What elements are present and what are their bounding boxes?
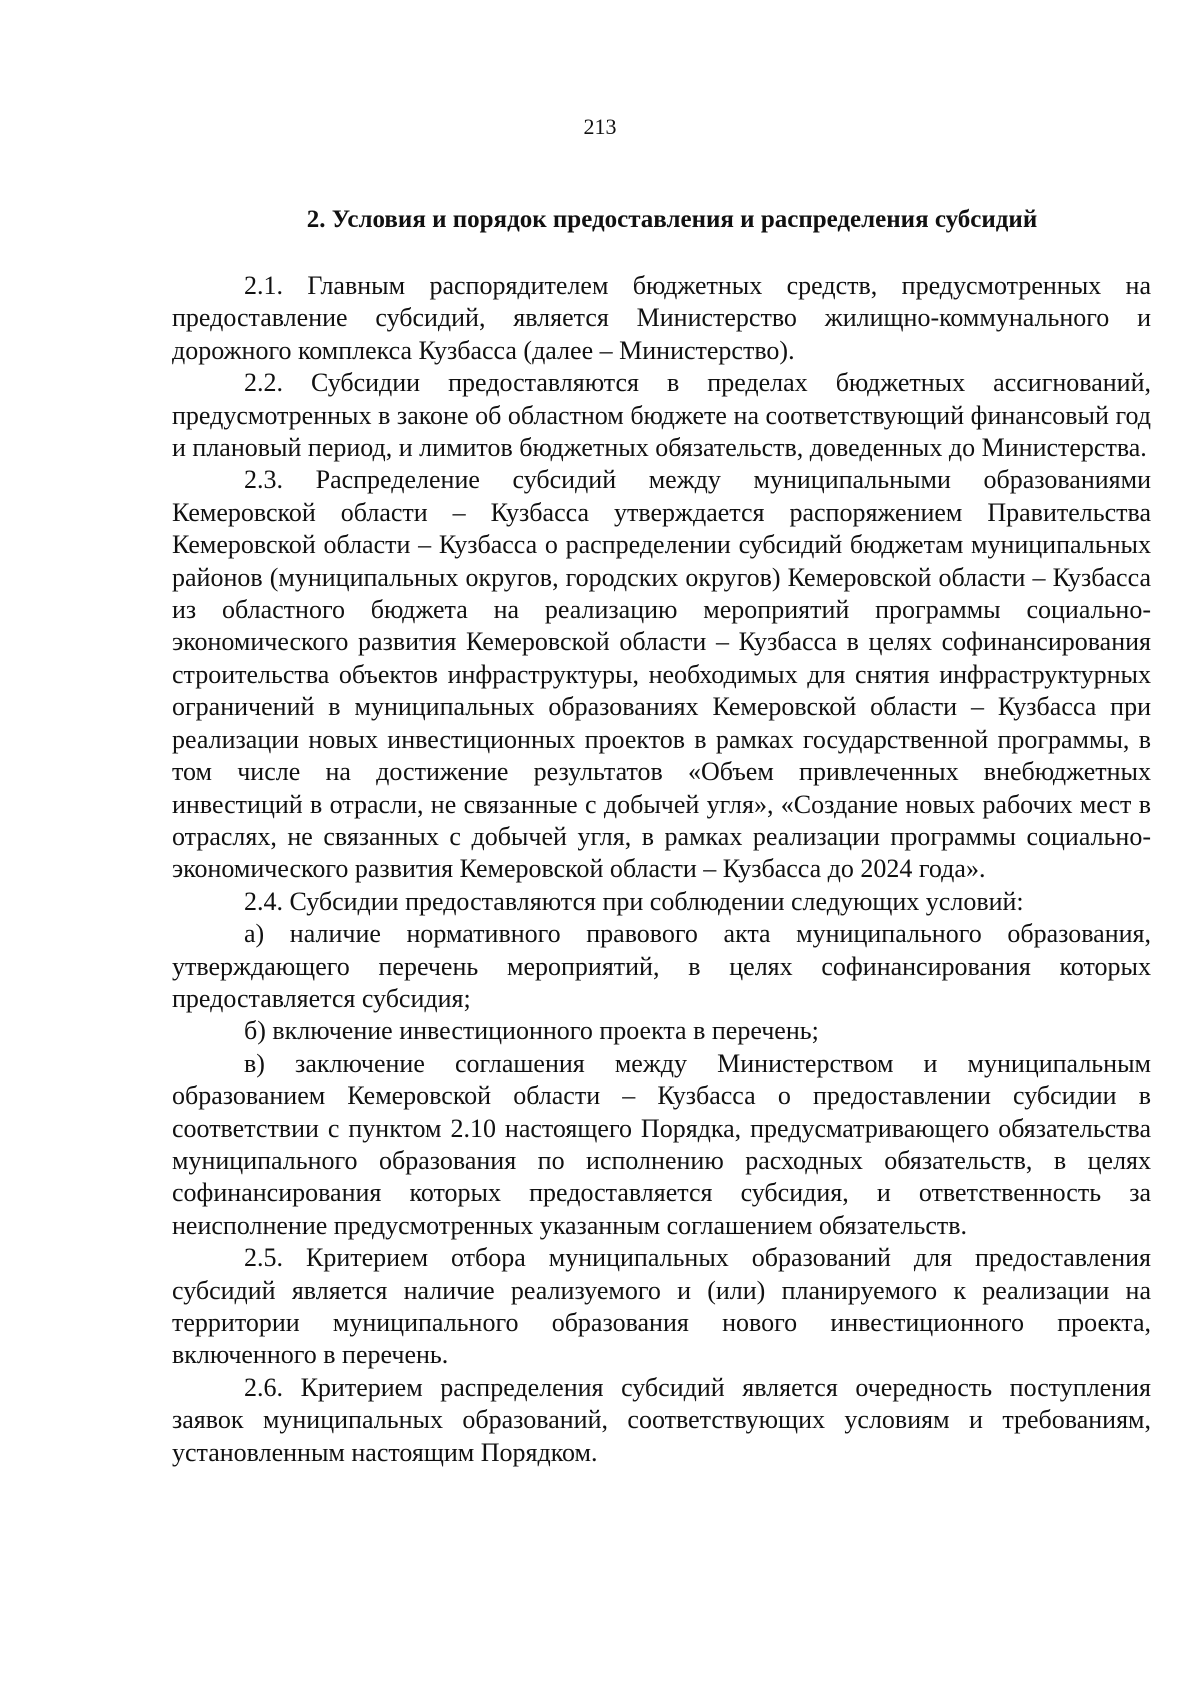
paragraph-2-4-v: в) заключение соглашения между Министерством и муниципальным образованием Кемеровской области – Кузбасса о предоставлении субсидии в соответствии с пунктом 2.10 настоящего Порядка, предусматривающего обязательства муниципального образования по исполнению расходных обязательств, в целях софинансирования которых предоставляется субсидия, и ответственность за неисполнение предусмотренных указанным соглашением обязательств. [172,1048,1151,1240]
paragraph-2-5: 2.5. Критерием отбора муниципальных образований для предоставления субсидий является наличие реализуемого и (или) планируемого к реализации на территории муниципального образования нового инвестиционного проекта, включенного в перечень. [172,1243,1151,1370]
paragraph-2-4-b: б) включение инвестиционного проекта в перечень; [244,1016,819,1046]
paragraph-2-3: 2.3. Распределение субсидий между муниципальными образованиями Кемеровской области – Кузбасса утверждается распоряжением Правительства Кемеровской области – Кузбасса о распределении субсидий бюджетам муниципальных районов (муниципальных округов, городских округов) Кемеровской области – Кузбасса из областного бюджета на реализацию мероприятий программы социально-экономического развития Кемеровской области – Кузбасса в целях софинансирования строительства объектов инфраструктуры, необходимых для снятия инфраструктурных ограничений в муниципальных образованиях Кемеровской области – Кузбасса при реализации новых инвестиционных проектов в рамках государственной программы, в том числе на достижение результатов «Объем привлеченных внебюджетных инвестиций в отрасли, не связанные с добычей угля», «Создание новых рабочих мест в отраслях, не связанных с добычей угля, в рамках реализации программы социально-экономического развития Кемеровской области – Кузбасса до 2024 года». [172,465,1151,884]
paragraph-2-6: 2.6. Критерием распределения субсидий является очередность поступления заявок муниципальных образований, соответствующих условиям и требованиям, установленным настоящим Порядком. [172,1372,1151,1467]
paragraph-2-4-a: а) наличие нормативного правового акта муниципального образования, утверждающего перечень мероприятий, в целях софинансирования которых предоставляется субсидия; [172,919,1151,1013]
document-body [172,270,1151,1469]
section-heading: 2. Условия и порядок предоставления и распределения субсидий [306,206,1038,233]
page-number: 213 [583,114,617,139]
paragraph-2-1: 2.1. Главным распорядителем бюджетных средств, предусмотренных на предоставление субсидий, является Министерство жилищно-коммунального и дорожного комплекса Кузбасса (далее – Министерство). [172,271,1151,365]
paragraph-2-4: 2.4. Субсидии предоставляются при соблюдении следующих условий: [244,886,1024,916]
paragraph-2-2: 2.2. Субсидии предоставляются в пределах бюджетных ассигнований, предусмотренных в законе об областном бюджете на соответствующий финансовый год и плановый период, и лимитов бюджетных обязательств, доведенных до Министерства. [172,368,1151,463]
